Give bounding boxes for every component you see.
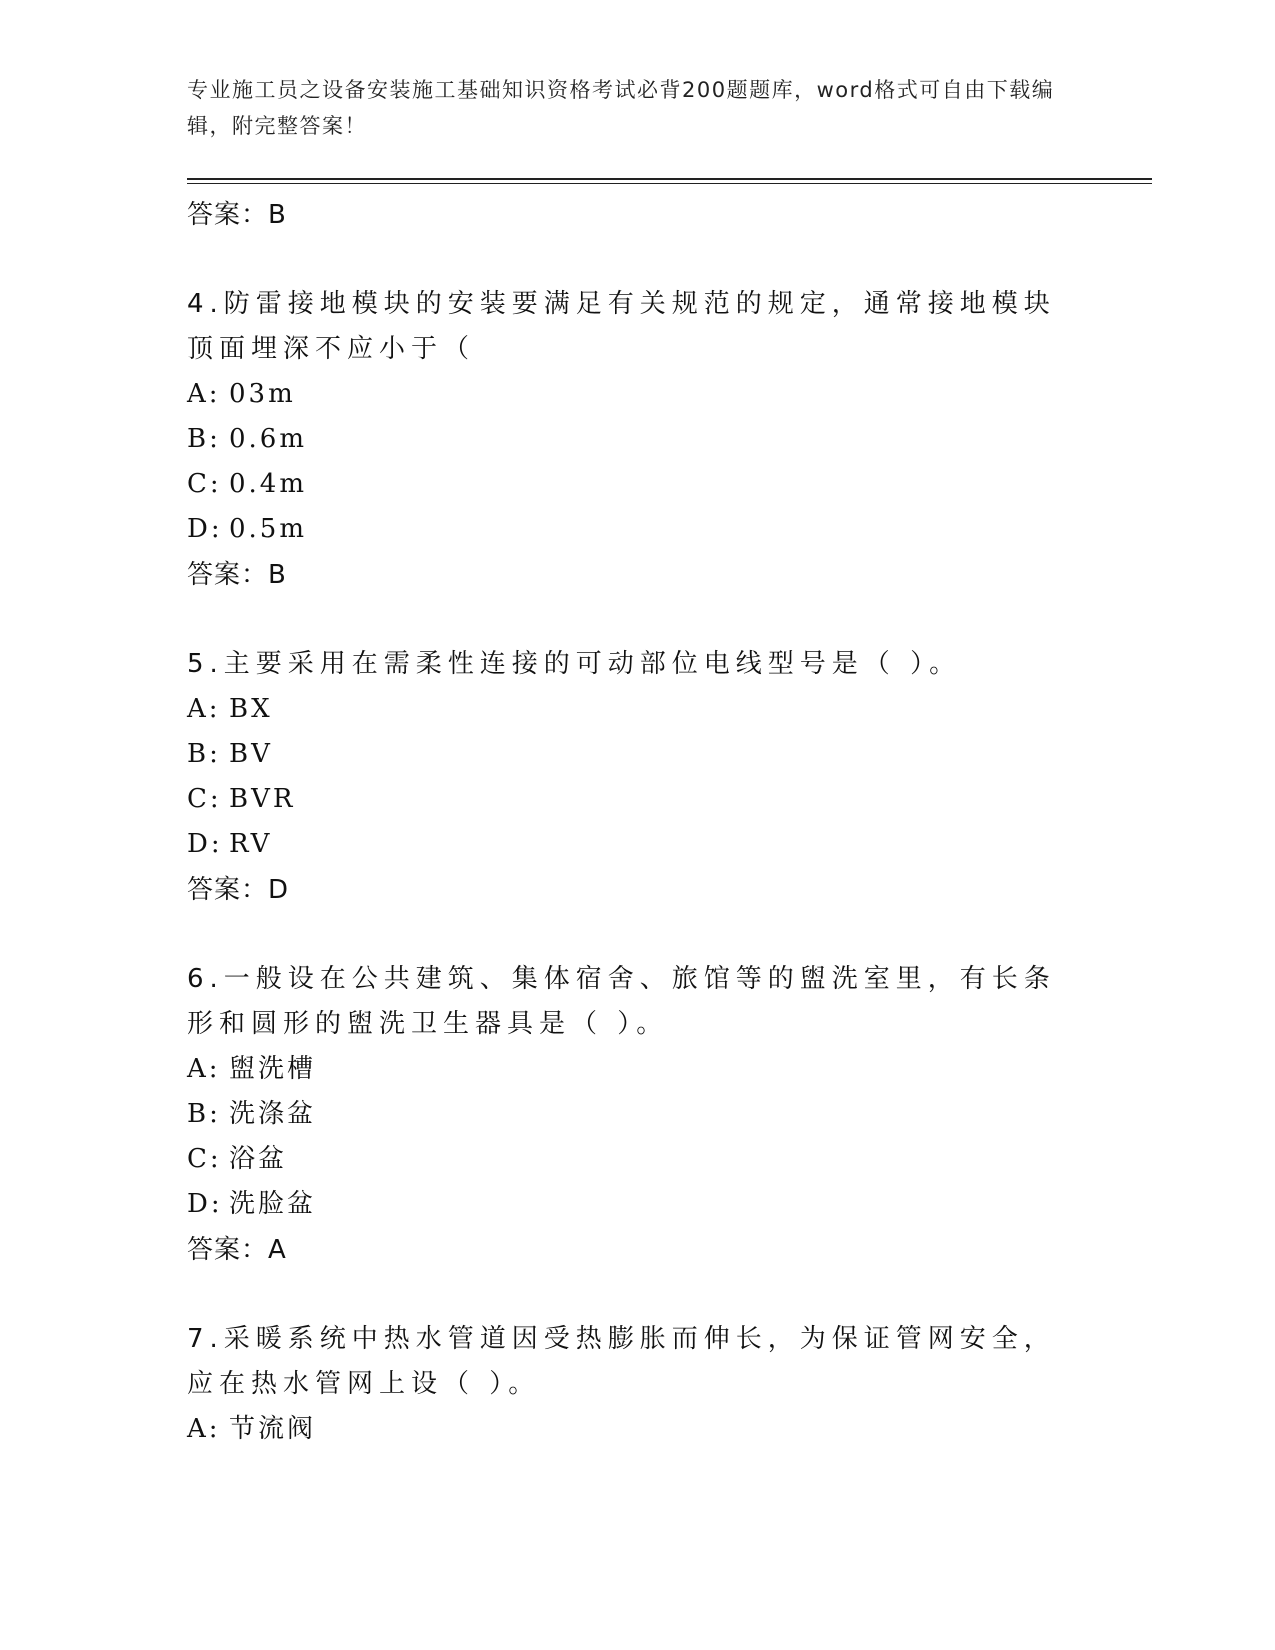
answer-line: 答案：D [187,875,290,905]
document-header: 专业施工员之设备安装施工基础知识资格考试必背200题题库，word格式可自由下载编辑，附完整答案！ [187,78,1055,138]
option-text: 03m [229,379,296,409]
header-divider [187,178,1152,184]
option-label: A: [187,1414,221,1444]
option-a [187,1047,1087,1092]
option-c [187,1137,1087,1182]
option-d [187,822,1087,867]
question-block [187,957,1087,1273]
question-stem: 5.主要采用在需柔性连接的可动部位电线型号是（ ）。 [187,649,962,679]
option-text: 洗脸盆 [229,1189,317,1219]
option-label: A: [187,694,221,724]
spacer [187,238,1087,282]
option-label: D: [187,514,223,544]
question-stem: 4.防雷接地模块的安装要满足有关规范的规定，通常接地模块顶面埋深不应小于（ [187,289,1056,364]
answer-line: 答案：B [187,200,287,230]
option-label: D: [187,829,223,859]
option-d [187,1182,1087,1227]
option-b [187,732,1087,777]
option-text: BX [229,694,273,724]
option-text: 盥洗槽 [229,1054,317,1084]
spacer [187,598,1087,642]
spacer [187,1273,1087,1317]
option-label: D: [187,1189,223,1219]
option-c [187,777,1087,822]
spacer [187,913,1087,957]
option-a [187,372,1087,417]
option-label: A: [187,1054,221,1084]
option-c [187,462,1087,507]
option-b [187,417,1087,462]
option-label: C: [187,784,222,814]
option-b [187,1092,1087,1137]
question-block [187,642,1087,913]
option-text: BVR [229,784,296,814]
option-label: B: [187,1099,221,1129]
option-label: C: [187,469,222,499]
option-text: RV [229,829,273,859]
option-text: 0.5m [229,514,308,544]
question-list [187,188,1087,1452]
option-text: 节流阀 [229,1414,317,1444]
option-text: 0.6m [229,424,308,454]
answer-line: 答案：A [187,1235,287,1265]
option-a [187,687,1087,732]
answer-line: 答案：B [187,560,287,590]
option-label: C: [187,1144,222,1174]
option-label: B: [187,739,221,769]
question-stem: 6.一般设在公共建筑、集体宿舍、旅馆等的盥洗室里，有长条形和圆形的盥洗卫生器具是（ ）。 [187,964,1056,1039]
option-a [187,1407,1087,1452]
option-text: 0.4m [229,469,308,499]
option-text: 洗涤盆 [229,1099,317,1129]
question-block [187,282,1087,598]
option-text: BV [229,739,273,769]
option-d [187,507,1087,552]
question-block [187,1317,1087,1452]
option-label: B: [187,424,221,454]
option-label: A: [187,379,221,409]
option-text: 浴盆 [229,1144,288,1174]
question-stem: 7.采暖系统中热水管道因受热膨胀而伸长，为保证管网安全，应在热水管网上设（ ）。 [187,1324,1056,1399]
